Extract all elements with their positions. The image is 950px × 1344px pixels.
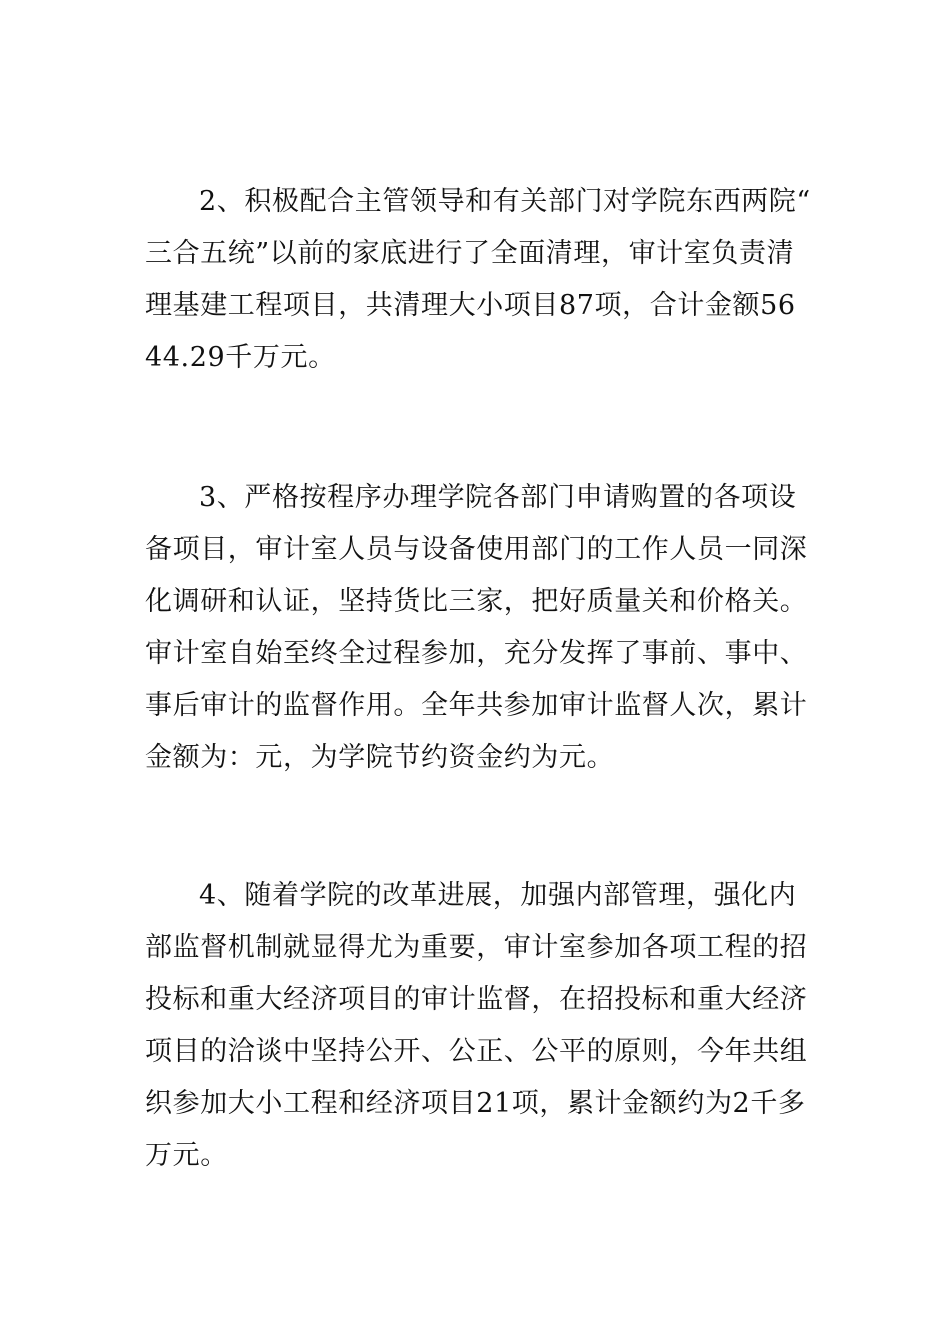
paragraph-item-3: 3、严格按程序办理学院各部门申请购置的各项设备项目，审计室人员与设备使用部门的工作人员一同深化调研和认证，坚持货比三家，把好质量关和价格关。审计室自始至终全过程参加，充分发挥了事前、事中、事后审计的监督作用。全年共参加审计监督人次，累计金额为：元，为学院节约资金约为元。 [145, 482, 808, 773]
paragraph-item-2: 2、积极配合主管领导和有关部门对学院东西两院“三合五统”以前的家底进行了全面清理，审计室负责清理基建工程项目，共清理大小项目87项，合计金额5644.29千万元。 [145, 186, 811, 373]
paragraph-item-4: 4、随着学院的改革进展，加强内部管理，强化内部监督机制就显得尤为重要，审计室参加各项工程的招投标和重大经济项目的审计监督，在招投标和重大经济项目的洽谈中坚持公开、公正、公平的原则，今年共组织参加大小工程和经济项目21项，累计金额约为2千多万元。 [145, 880, 808, 1171]
